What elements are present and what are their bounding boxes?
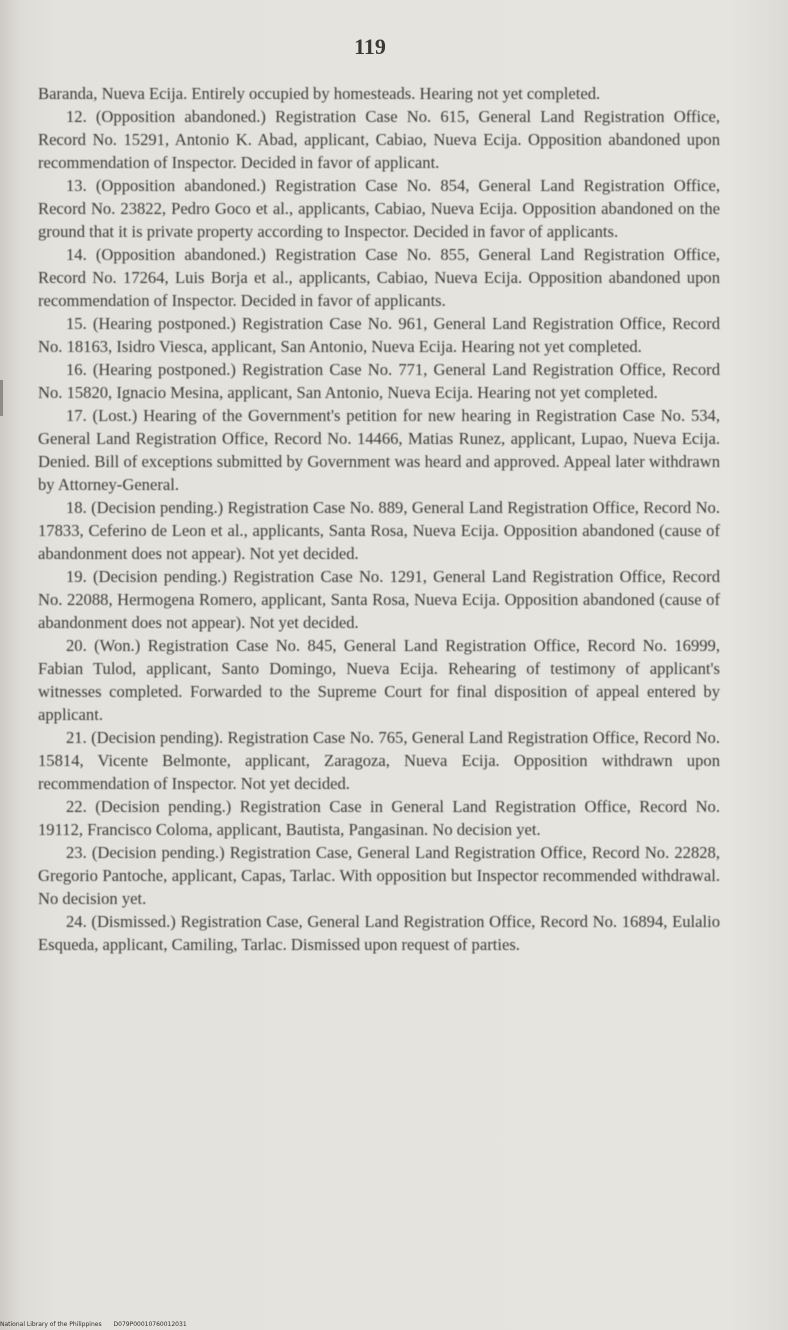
page-body	[38, 82, 720, 956]
entry-19: 19. (Decision pending.) Registration Case No. 1291, General Land Registration Office, Record No. 22088, Hermogena Romero, applicant, Santa Rosa, Nueva Ecija. Opposition abandoned (cause of abandonment does not appear). Not yet decided.	[38, 567, 720, 632]
footer-code: D079P00010760012031	[113, 1321, 187, 1328]
entry-14: 14. (Opposition abandoned.) Registration Case No. 855, General Land Registration Office, Record No. 17264, Luis Borja et al., applicants, Cabiao, Nueva Ecija. Opposition abandoned upon recommendation of Inspector. Decided in favor of applicants.	[38, 245, 720, 310]
entry-12: 12. (Opposition abandoned.) Registration Case No. 615, General Land Registration Office, Record No. 15291, Antonio K. Abad, applicant, Cabiao, Nueva Ecija. Opposition abandoned upon recommendation of Inspector. Decided in favor of applicant.	[38, 107, 720, 172]
entry-16: 16. (Hearing postponed.) Registration Case No. 771, General Land Registration Office, Record No. 15820, Ignacio Mesina, applicant, San Antonio, Nueva Ecija. Hearing not yet completed.	[38, 360, 720, 402]
footer-library: National Library of the Philippines	[0, 1321, 102, 1328]
entry-20: 20. (Won.) Registration Case No. 845, General Land Registration Office, Record No. 16999, Fabian Tulod, applicant, Santo Domingo, Nueva Ecija. Rehearing of testimony of applicant's witnesses completed. Forwarded to the Supreme Court for final disposition of appeal entered by applicant.	[38, 636, 720, 724]
entry-13: 13. (Opposition abandoned.) Registration Case No. 854, General Land Registration Office, Record No. 23822, Pedro Goco et al., applicants, Cabiao, Nueva Ecija. Opposition abandoned on the ground that it is private property according to Inspector. Decided in favor of applicants.	[38, 176, 720, 241]
scan-footer	[0, 1321, 788, 1328]
entry-18: 18. (Decision pending.) Registration Case No. 889, General Land Registration Office, Record No. 17833, Ceferino de Leon et al., applicants, Santa Rosa, Nueva Ecija. Opposition abandoned (cause of abandonment does not appear). Not yet decided.	[38, 498, 720, 563]
entry-15: 15. (Hearing postponed.) Registration Case No. 961, General Land Registration Office, Record No. 18163, Isidro Viesca, applicant, San Antonio, Nueva Ecija. Hearing not yet completed.	[38, 314, 720, 356]
entry-24: 24. (Dismissed.) Registration Case, General Land Registration Office, Record No. 16894, Eulalio Esqueda, applicant, Camiling, Tarlac. Dismissed upon request of parties.	[38, 912, 720, 954]
entry-continuation: Baranda, Nueva Ecija. Entirely occupied by homesteads. Hearing not yet completed.	[38, 84, 601, 103]
entry-17: 17. (Lost.) Hearing of the Government's petition for new hearing in Registration Case No. 534, General Land Registration Office, Record No. 14466, Matias Runez, applicant, Lupao, Nueva Ecija. Denied. Bill of exceptions submitted by Government was heard and approved. Appeal later withdrawn by Attorney-General.	[38, 406, 720, 494]
entry-23: 23. (Decision pending.) Registration Case, General Land Registration Office, Record No. 22828, Gregorio Pantoche, applicant, Capas, Tarlac. With opposition but Inspector recommended withdrawal. No decision yet.	[38, 843, 720, 908]
scan-edge-mark	[0, 380, 3, 416]
entry-22: 22. (Decision pending.) Registration Case in General Land Registration Office, Record No. 19112, Francisco Coloma, applicant, Bautista, Pangasinan. No decision yet.	[38, 797, 720, 839]
page-number: 119	[354, 34, 386, 59]
entry-21: 21. (Decision pending). Registration Case No. 765, General Land Registration Office, Record No. 15814, Vicente Belmonte, applicant, Zaragoza, Nueva Ecija. Opposition withdrawn upon recommendation of Inspector. Not yet decided.	[38, 728, 720, 793]
